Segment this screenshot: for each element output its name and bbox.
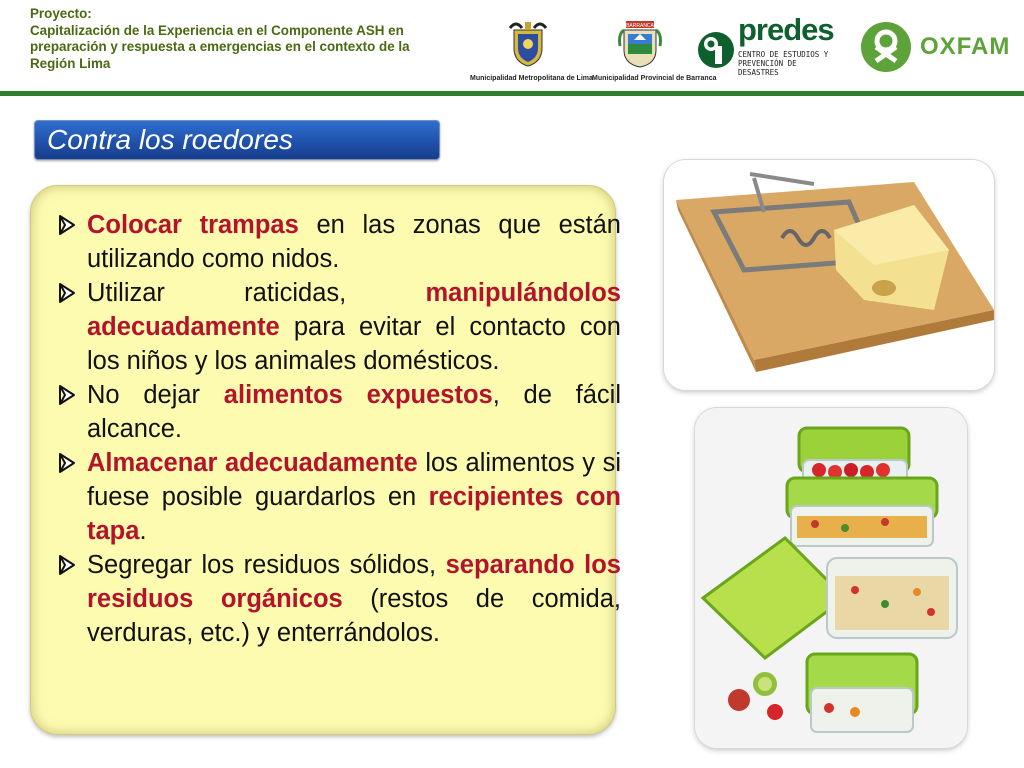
lima-coat-of-arms-icon	[508, 20, 548, 68]
arrow-bullet-icon	[57, 208, 79, 242]
arrow-bullet-icon	[57, 378, 79, 412]
predes-logo	[696, 12, 841, 78]
project-header	[30, 6, 430, 72]
bullet-text: .	[139, 517, 147, 545]
highlighted-text: recipientes con tapa	[87, 483, 621, 545]
slide-title-bar	[34, 120, 440, 160]
bullet-text: para evitar el contacto con los niños y los animales domésticos.	[87, 313, 621, 375]
bullet-item	[57, 446, 621, 548]
predes-sub-line1: CENTRO DE ESTUDIOS Y	[738, 50, 829, 59]
highlighted-text: manipulándolos adecuadamente	[87, 279, 621, 341]
lima-caption: Municipalidad Metropolitana de Lima	[470, 75, 593, 82]
containers-photo	[695, 408, 967, 748]
oxfam-wordmark: OXFAM	[920, 33, 1011, 60]
header-divider	[0, 91, 1024, 96]
bullet-item	[57, 548, 621, 650]
barranca-banner: BARRANCA	[626, 23, 654, 29]
bullet-text: los alimentos y si fuese posible guardarlos en	[87, 449, 621, 511]
predes-wordmark: predes	[738, 12, 834, 47]
oxfam-logo	[860, 21, 1010, 75]
mousetrap-photo	[664, 160, 994, 390]
predes-subtitle	[738, 50, 841, 77]
bullet-text: Utilizar raticidas,	[87, 279, 426, 307]
bullet-text: (restos de comida, verduras, etc.) y enterrándolos.	[87, 585, 621, 647]
highlighted-text: alimentos expuestos	[223, 381, 493, 409]
arrow-bullet-icon	[57, 276, 79, 310]
arrow-bullet-icon	[57, 446, 79, 480]
bullet-list	[57, 208, 621, 650]
glass-food-containers-icon	[695, 408, 967, 748]
bullet-item	[57, 378, 621, 446]
content-panel	[30, 185, 622, 735]
oxfam-symbol-icon	[860, 21, 912, 73]
bullet-item	[57, 276, 621, 378]
municipal-logos	[470, 20, 717, 82]
bullet-item	[57, 208, 621, 276]
project-text: Capitalización de la Experiencia en el Componente ASH en preparación y respuesta a emergencias en el contexto de la Región Lima	[30, 22, 410, 71]
partner-logos	[470, 14, 1020, 84]
slide-title: Contra los roedores	[47, 124, 293, 155]
highlighted-text: Colocar trampas	[87, 211, 299, 239]
bullet-text: No dejar	[87, 381, 224, 409]
predes-symbol-icon	[696, 24, 736, 72]
barranca-caption: Municipalidad Provincial de Barranca	[592, 75, 717, 82]
bullet-text: Segregar los residuos sólidos,	[87, 551, 446, 579]
project-label: Proyecto:	[30, 6, 92, 21]
mousetrap-with-cheese-icon	[664, 160, 994, 390]
bullet-text: , de fácil alcance.	[87, 381, 622, 443]
bullet-text: en las zonas que están utilizando como nidos.	[87, 211, 621, 273]
arrow-bullet-icon	[57, 548, 79, 582]
highlighted-text: separando los residuos orgánicos	[87, 551, 621, 613]
predes-sub-line2: PREVENCIÓN DE DESASTRES	[738, 59, 797, 77]
highlighted-text: Almacenar adecuadamente	[87, 449, 418, 477]
barranca-coat-of-arms-icon	[616, 20, 664, 68]
